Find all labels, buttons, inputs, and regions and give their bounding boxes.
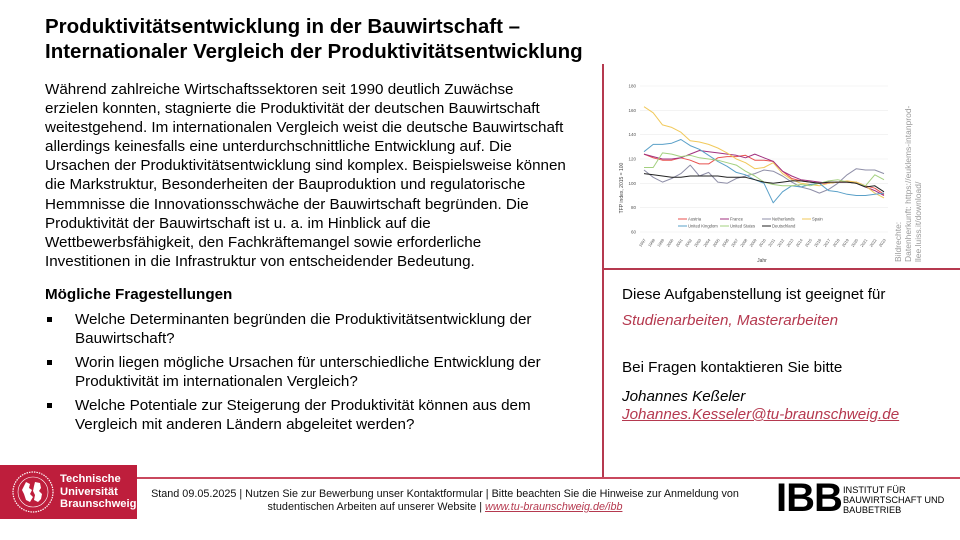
university-name-line: Braunschweig bbox=[60, 498, 137, 510]
intro-line: Hemmnisse die Innovationsschwäche der Bauwirtschaft begründen. Die bbox=[45, 195, 529, 213]
x-axis-ticks bbox=[638, 237, 888, 248]
svg-text:1999: 1999 bbox=[656, 237, 666, 248]
square-bullet-icon bbox=[47, 360, 52, 365]
square-bullet-icon bbox=[47, 403, 52, 408]
svg-text:2014: 2014 bbox=[794, 237, 804, 248]
questions-heading: Mögliche Fragestellungen bbox=[45, 286, 233, 303]
svg-text:2017: 2017 bbox=[822, 237, 832, 248]
svg-text:United States: United States bbox=[730, 223, 756, 229]
svg-text:France: France bbox=[730, 216, 744, 222]
footer-line-1: Stand 09.05.2025 | Nutzen Sie zur Bewerbung unser Kontaktformular | Bitte beachten Sie die Hinweise zur Anmeldung von bbox=[151, 488, 739, 500]
website-link[interactable]: www.tu-braunschweig.de/ibb bbox=[485, 501, 623, 513]
institute-name-line: BAUBETRIEB bbox=[843, 505, 902, 516]
question-text: Bauwirtschaft? bbox=[75, 330, 175, 347]
questions-list bbox=[45, 310, 595, 439]
university-name bbox=[60, 473, 136, 511]
footer-note bbox=[145, 488, 745, 514]
svg-text:140: 140 bbox=[628, 132, 636, 138]
svg-text:Spain: Spain bbox=[812, 216, 823, 222]
svg-text:100: 100 bbox=[628, 180, 636, 186]
intro-line: weitestgehend. Im internationalen Vergleich weist die deutsche Bauwirtschaft bbox=[45, 119, 564, 137]
svg-text:2005: 2005 bbox=[711, 237, 721, 248]
contact-email-link[interactable]: Johannes.Kesseler@tu-braunschweig.de bbox=[622, 406, 900, 423]
intro-paragraph bbox=[45, 80, 605, 271]
svg-text:2022: 2022 bbox=[868, 237, 878, 248]
credit-line: Datenherkunft: https://euklems-intanprod- bbox=[903, 105, 913, 262]
question-item bbox=[45, 353, 595, 391]
contact-label: Bei Fragen kontaktieren Sie bitte bbox=[622, 359, 843, 376]
institute-name-line: INSTITUT FÜR bbox=[843, 485, 906, 495]
contact-name: Johannes Keßeler bbox=[622, 388, 746, 405]
title-line-2: Internationaler Vergleich der Produktivitätsentwicklung bbox=[45, 40, 583, 63]
image-credit bbox=[893, 77, 923, 262]
tfp-line-chart bbox=[612, 76, 892, 266]
svg-text:1998: 1998 bbox=[646, 237, 657, 248]
x-axis-label: Jahr bbox=[757, 258, 767, 264]
svg-text:2003: 2003 bbox=[692, 237, 703, 248]
intro-line: Während zahlreiche Wirtschaftssektoren seit 1990 deutlich Zuwächse bbox=[45, 81, 514, 98]
svg-text:Netherlands: Netherlands bbox=[772, 216, 795, 222]
intro-line: erzielen konnten, stagnierte die Produktivität der deutschen Bauwirtschaft bbox=[45, 100, 540, 118]
svg-text:2008: 2008 bbox=[739, 237, 749, 248]
svg-text:2018: 2018 bbox=[831, 237, 841, 248]
intro-line: Produktivität der Bauwirtschaft ist u. a. im Hinblick auf die bbox=[45, 214, 431, 232]
svg-text:2010: 2010 bbox=[757, 237, 767, 248]
svg-text:1997: 1997 bbox=[637, 237, 647, 248]
square-bullet-icon bbox=[47, 317, 52, 322]
intro-line: Investitionen in die Infrastruktur von entscheidender Bedeutung. bbox=[45, 252, 475, 270]
svg-text:2007: 2007 bbox=[729, 237, 740, 248]
svg-text:2020: 2020 bbox=[849, 237, 860, 248]
intro-line: Ursachen der Produktivitätsentwicklung sind komplex. Beispielsweise können bbox=[45, 157, 566, 175]
svg-text:Austria: Austria bbox=[688, 216, 702, 222]
footer-line-2 bbox=[145, 501, 745, 514]
vertical-divider bbox=[602, 64, 604, 478]
page-title bbox=[45, 14, 625, 64]
svg-text:2011: 2011 bbox=[767, 237, 777, 248]
question-text: Worin liegen mögliche Ursachen für unterschiedliche Entwicklung der bbox=[75, 354, 541, 371]
svg-text:180: 180 bbox=[628, 83, 636, 89]
svg-text:80: 80 bbox=[630, 205, 636, 211]
footer-line-2-text: studentischen Arbeiten auf unserer Website | bbox=[267, 501, 486, 513]
institute-name bbox=[843, 485, 944, 516]
svg-text:60: 60 bbox=[630, 229, 636, 235]
svg-text:2023: 2023 bbox=[877, 237, 887, 248]
intro-line: Wettbewerbsfähigkeit, den Fachkräftemangel sowie erforderliche bbox=[45, 233, 482, 251]
question-text: Produktivität im internationalen Vergleich? bbox=[75, 373, 358, 390]
svg-text:2019: 2019 bbox=[840, 237, 850, 248]
question-item bbox=[45, 396, 595, 434]
credit-line: Bildrechte: bbox=[893, 221, 903, 262]
svg-text:2006: 2006 bbox=[720, 237, 730, 248]
svg-text:2012: 2012 bbox=[776, 237, 786, 248]
title-line-1: Produktivitätsentwicklung in der Bauwirtschaft – bbox=[45, 15, 521, 38]
svg-text:160: 160 bbox=[628, 107, 636, 113]
right-horizontal-divider bbox=[602, 268, 960, 270]
tu-braunschweig-logo[interactable] bbox=[0, 465, 137, 519]
suitable-label: Diese Aufgabenstellung ist geeignet für bbox=[622, 286, 886, 303]
svg-text:2000: 2000 bbox=[665, 237, 675, 248]
question-text: Vergleich mit anderen Ländern abgeleitet werden? bbox=[75, 416, 415, 433]
svg-text:2002: 2002 bbox=[683, 237, 693, 248]
svg-text:120: 120 bbox=[628, 156, 636, 162]
svg-text:2009: 2009 bbox=[748, 237, 758, 248]
institute-name-line: BAUWIRTSCHAFT UND bbox=[843, 495, 945, 506]
intro-line: die Markstruktur, Besonderheiten der Bauproduktion und regulatorische bbox=[45, 176, 526, 194]
university-name-line: Universität bbox=[60, 485, 118, 498]
credit-line: llee.luiss.it/download/ bbox=[913, 181, 923, 262]
svg-text:United Kingdom: United Kingdom bbox=[688, 223, 718, 229]
svg-text:2004: 2004 bbox=[702, 237, 712, 248]
intro-line: allerdings keinesfalls eine unterdurchschnittliche Entwicklung auf. Die bbox=[45, 138, 512, 156]
svg-text:2001: 2001 bbox=[674, 237, 684, 248]
chart-legend bbox=[678, 217, 823, 229]
svg-text:2015: 2015 bbox=[803, 237, 813, 248]
svg-text:Deutschland: Deutschland bbox=[772, 223, 796, 229]
university-seal-icon bbox=[11, 470, 55, 514]
y-axis-label: TFP index, 2015 = 100 bbox=[619, 162, 625, 214]
suitable-value: Studienarbeiten, Masterarbeiten bbox=[622, 312, 839, 329]
svg-text:2021: 2021 bbox=[859, 237, 869, 248]
question-text: Welche Determinanten begründen die Produktivitätsentwicklung der bbox=[75, 311, 532, 328]
question-text: Welche Potentiale zur Steigerung der Produktivität können aus dem bbox=[75, 397, 531, 414]
svg-text:2013: 2013 bbox=[785, 237, 795, 248]
university-name-line: Technische bbox=[60, 473, 121, 485]
ibb-abbreviation: IBB bbox=[776, 476, 842, 520]
question-item bbox=[45, 310, 595, 348]
svg-text:2016: 2016 bbox=[812, 237, 823, 248]
y-axis-ticks bbox=[628, 84, 636, 235]
chart-series bbox=[644, 107, 884, 203]
